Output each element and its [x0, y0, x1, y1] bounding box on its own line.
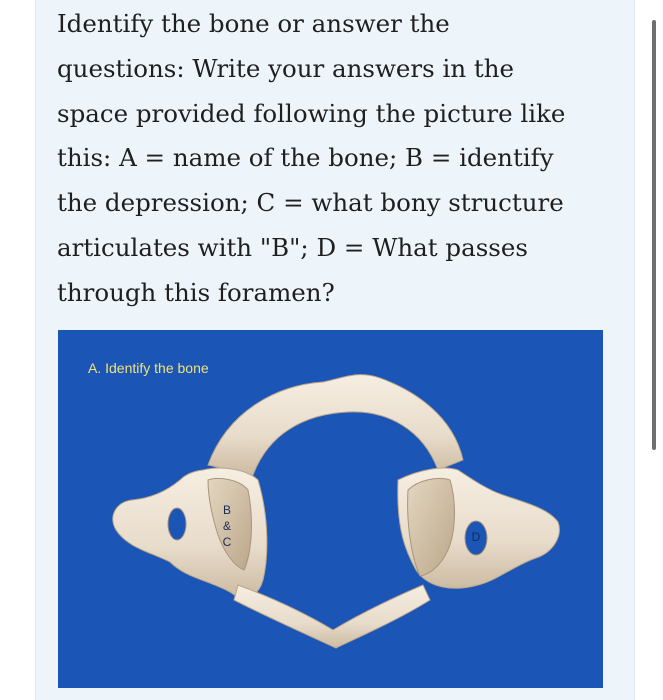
figure-title: A. Identify the bone: [88, 360, 209, 376]
left-transverse-foramen: [168, 508, 186, 540]
atlas-vertebra-illustration: [58, 330, 603, 688]
label-ampersand: &: [222, 519, 231, 533]
question-text: Identify the bone or answer the questions: Write your answers in the space provided following the picture like this: A = name of the bone; B = identify the depression; C = what bony structure articulates with "B"; D = What passes through this foramen?: [57, 9, 566, 307]
scrollbar[interactable]: [652, 20, 656, 450]
label-b: B: [222, 503, 231, 517]
anterior-arch: [234, 585, 430, 648]
label-d: D: [471, 530, 481, 544]
posterior-arch: [208, 375, 463, 475]
label-b-and-c: [220, 502, 234, 550]
bone-figure: [58, 330, 603, 688]
label-c: C: [222, 535, 232, 549]
